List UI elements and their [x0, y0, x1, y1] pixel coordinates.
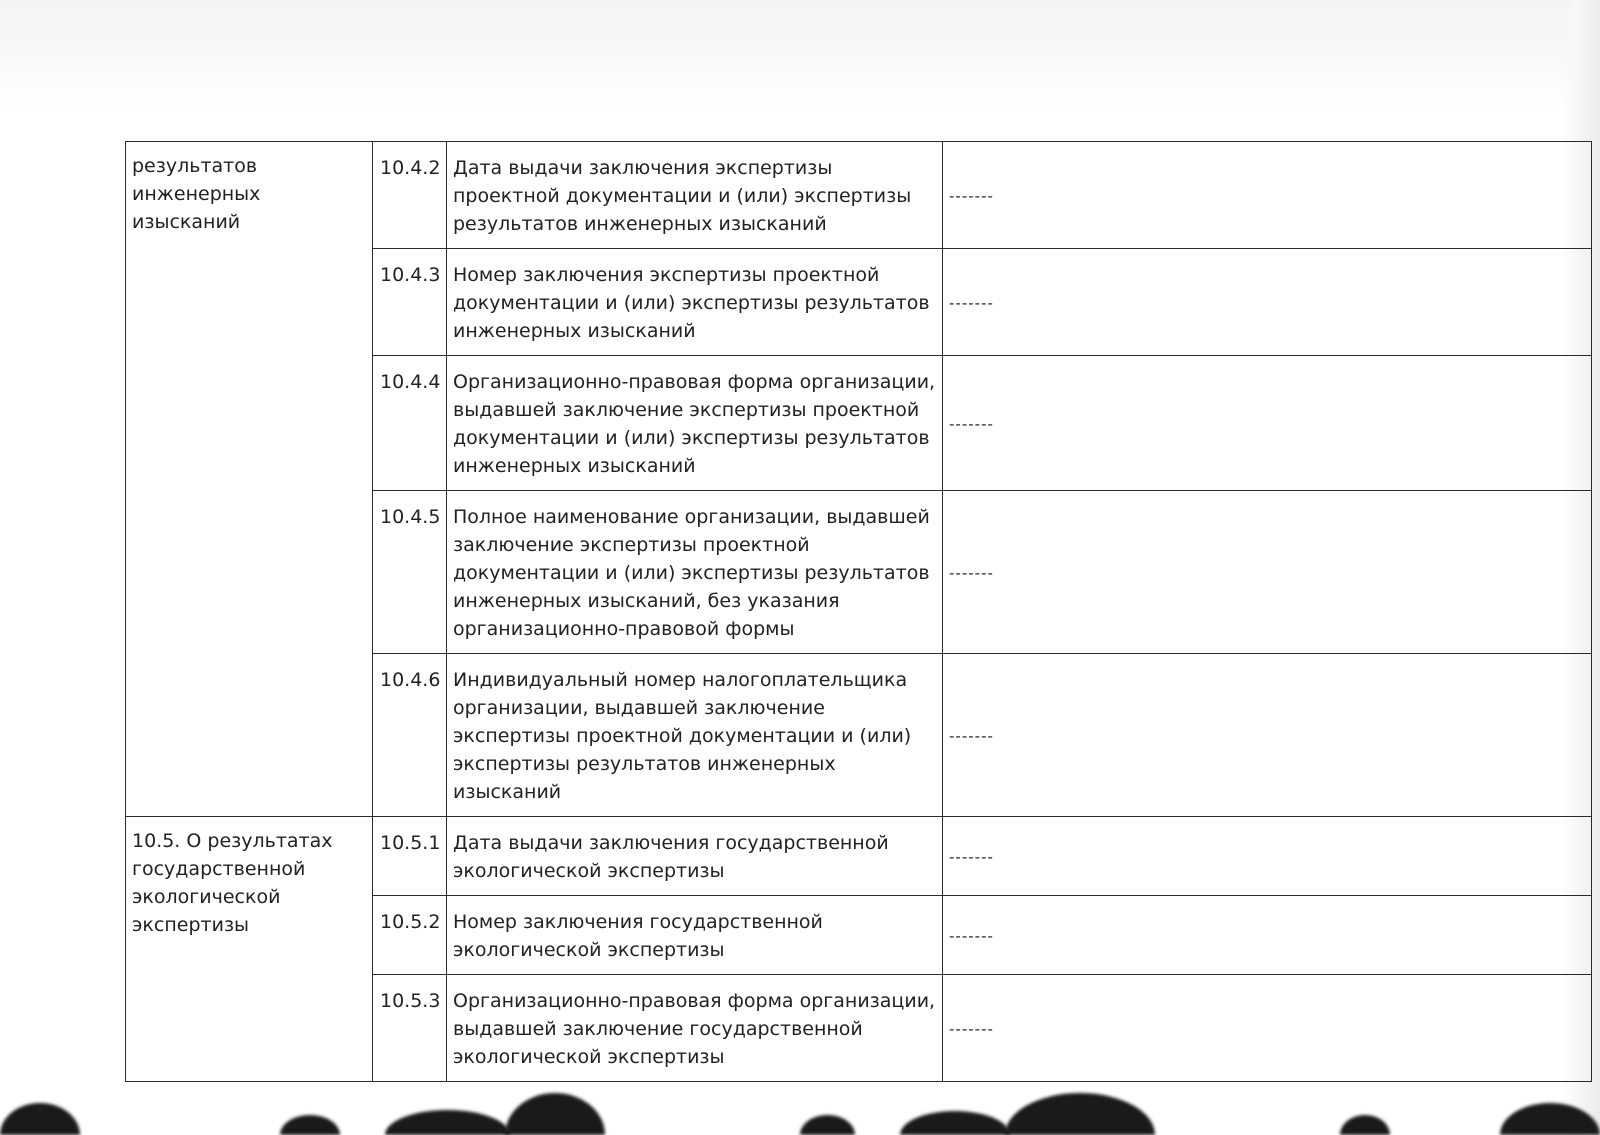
- row-number: 10.4.5: [373, 491, 447, 654]
- row-description: Номер заключения экспертизы проектной документации и (или) экспертизы результатов инженерных изысканий: [447, 249, 943, 356]
- row-description: Организационно-правовая форма организации, выдавшей заключение государственной экологической экспертизы: [447, 975, 943, 1082]
- row-number: 10.5.2: [373, 896, 447, 975]
- row-number: 10.5.1: [373, 817, 447, 896]
- row-value: -------: [943, 356, 1592, 491]
- section-label: 10.5. О результатах государственной экологической экспертизы: [132, 830, 333, 936]
- scan-blot: [505, 1093, 605, 1135]
- row-number: 10.4.2: [373, 142, 447, 249]
- row-value: -------: [943, 142, 1592, 249]
- section-label-cell: [126, 817, 373, 1082]
- row-value: -------: [943, 896, 1592, 975]
- row-number: 10.4.3: [373, 249, 447, 356]
- scan-artifacts-bottom: [0, 1085, 1600, 1135]
- data-table: [125, 141, 1592, 1082]
- row-description: Дата выдачи заключения государственной экологической экспертизы: [447, 817, 943, 896]
- section-label: результатов инженерных изысканий: [132, 155, 261, 233]
- scan-blot: [900, 1111, 1010, 1135]
- scan-shadow-top: [0, 0, 1600, 110]
- row-description: Полное наименование организации, выдавшей заключение экспертизы проектной документации и (или) экспертизы результатов инженерных изысканий, без указания организационно-правовой формы: [447, 491, 943, 654]
- row-description: Номер заключения государственной экологической экспертизы: [447, 896, 943, 975]
- row-description: Организационно-правовая форма организации, выдавшей заключение экспертизы проектной документации и (или) экспертизы результатов инженерных изысканий: [447, 356, 943, 491]
- row-value: -------: [943, 249, 1592, 356]
- scan-blot: [1500, 1103, 1600, 1135]
- row-value: -------: [943, 975, 1592, 1082]
- row-description: Индивидуальный номер налогоплательщика организации, выдавшей заключение экспертизы проектной документации и (или) экспертизы результатов инженерных изысканий: [447, 654, 943, 817]
- row-number: 10.4.4: [373, 356, 447, 491]
- section-label-cell: [126, 142, 373, 817]
- row-number: 10.4.6: [373, 654, 447, 817]
- row-description: Дата выдачи заключения экспертизы проектной документации и (или) экспертизы результатов инженерных изысканий: [447, 142, 943, 249]
- scan-blot: [385, 1110, 510, 1135]
- row-value: -------: [943, 817, 1592, 896]
- table-row: [126, 817, 1592, 896]
- scan-blot: [1005, 1093, 1155, 1135]
- row-value: -------: [943, 654, 1592, 817]
- scan-blot: [800, 1115, 855, 1135]
- scan-blot: [0, 1103, 80, 1135]
- scan-blot: [1340, 1115, 1390, 1135]
- table-row: [126, 142, 1592, 249]
- scan-blot: [280, 1115, 340, 1135]
- row-number: 10.5.3: [373, 975, 447, 1082]
- row-value: -------: [943, 491, 1592, 654]
